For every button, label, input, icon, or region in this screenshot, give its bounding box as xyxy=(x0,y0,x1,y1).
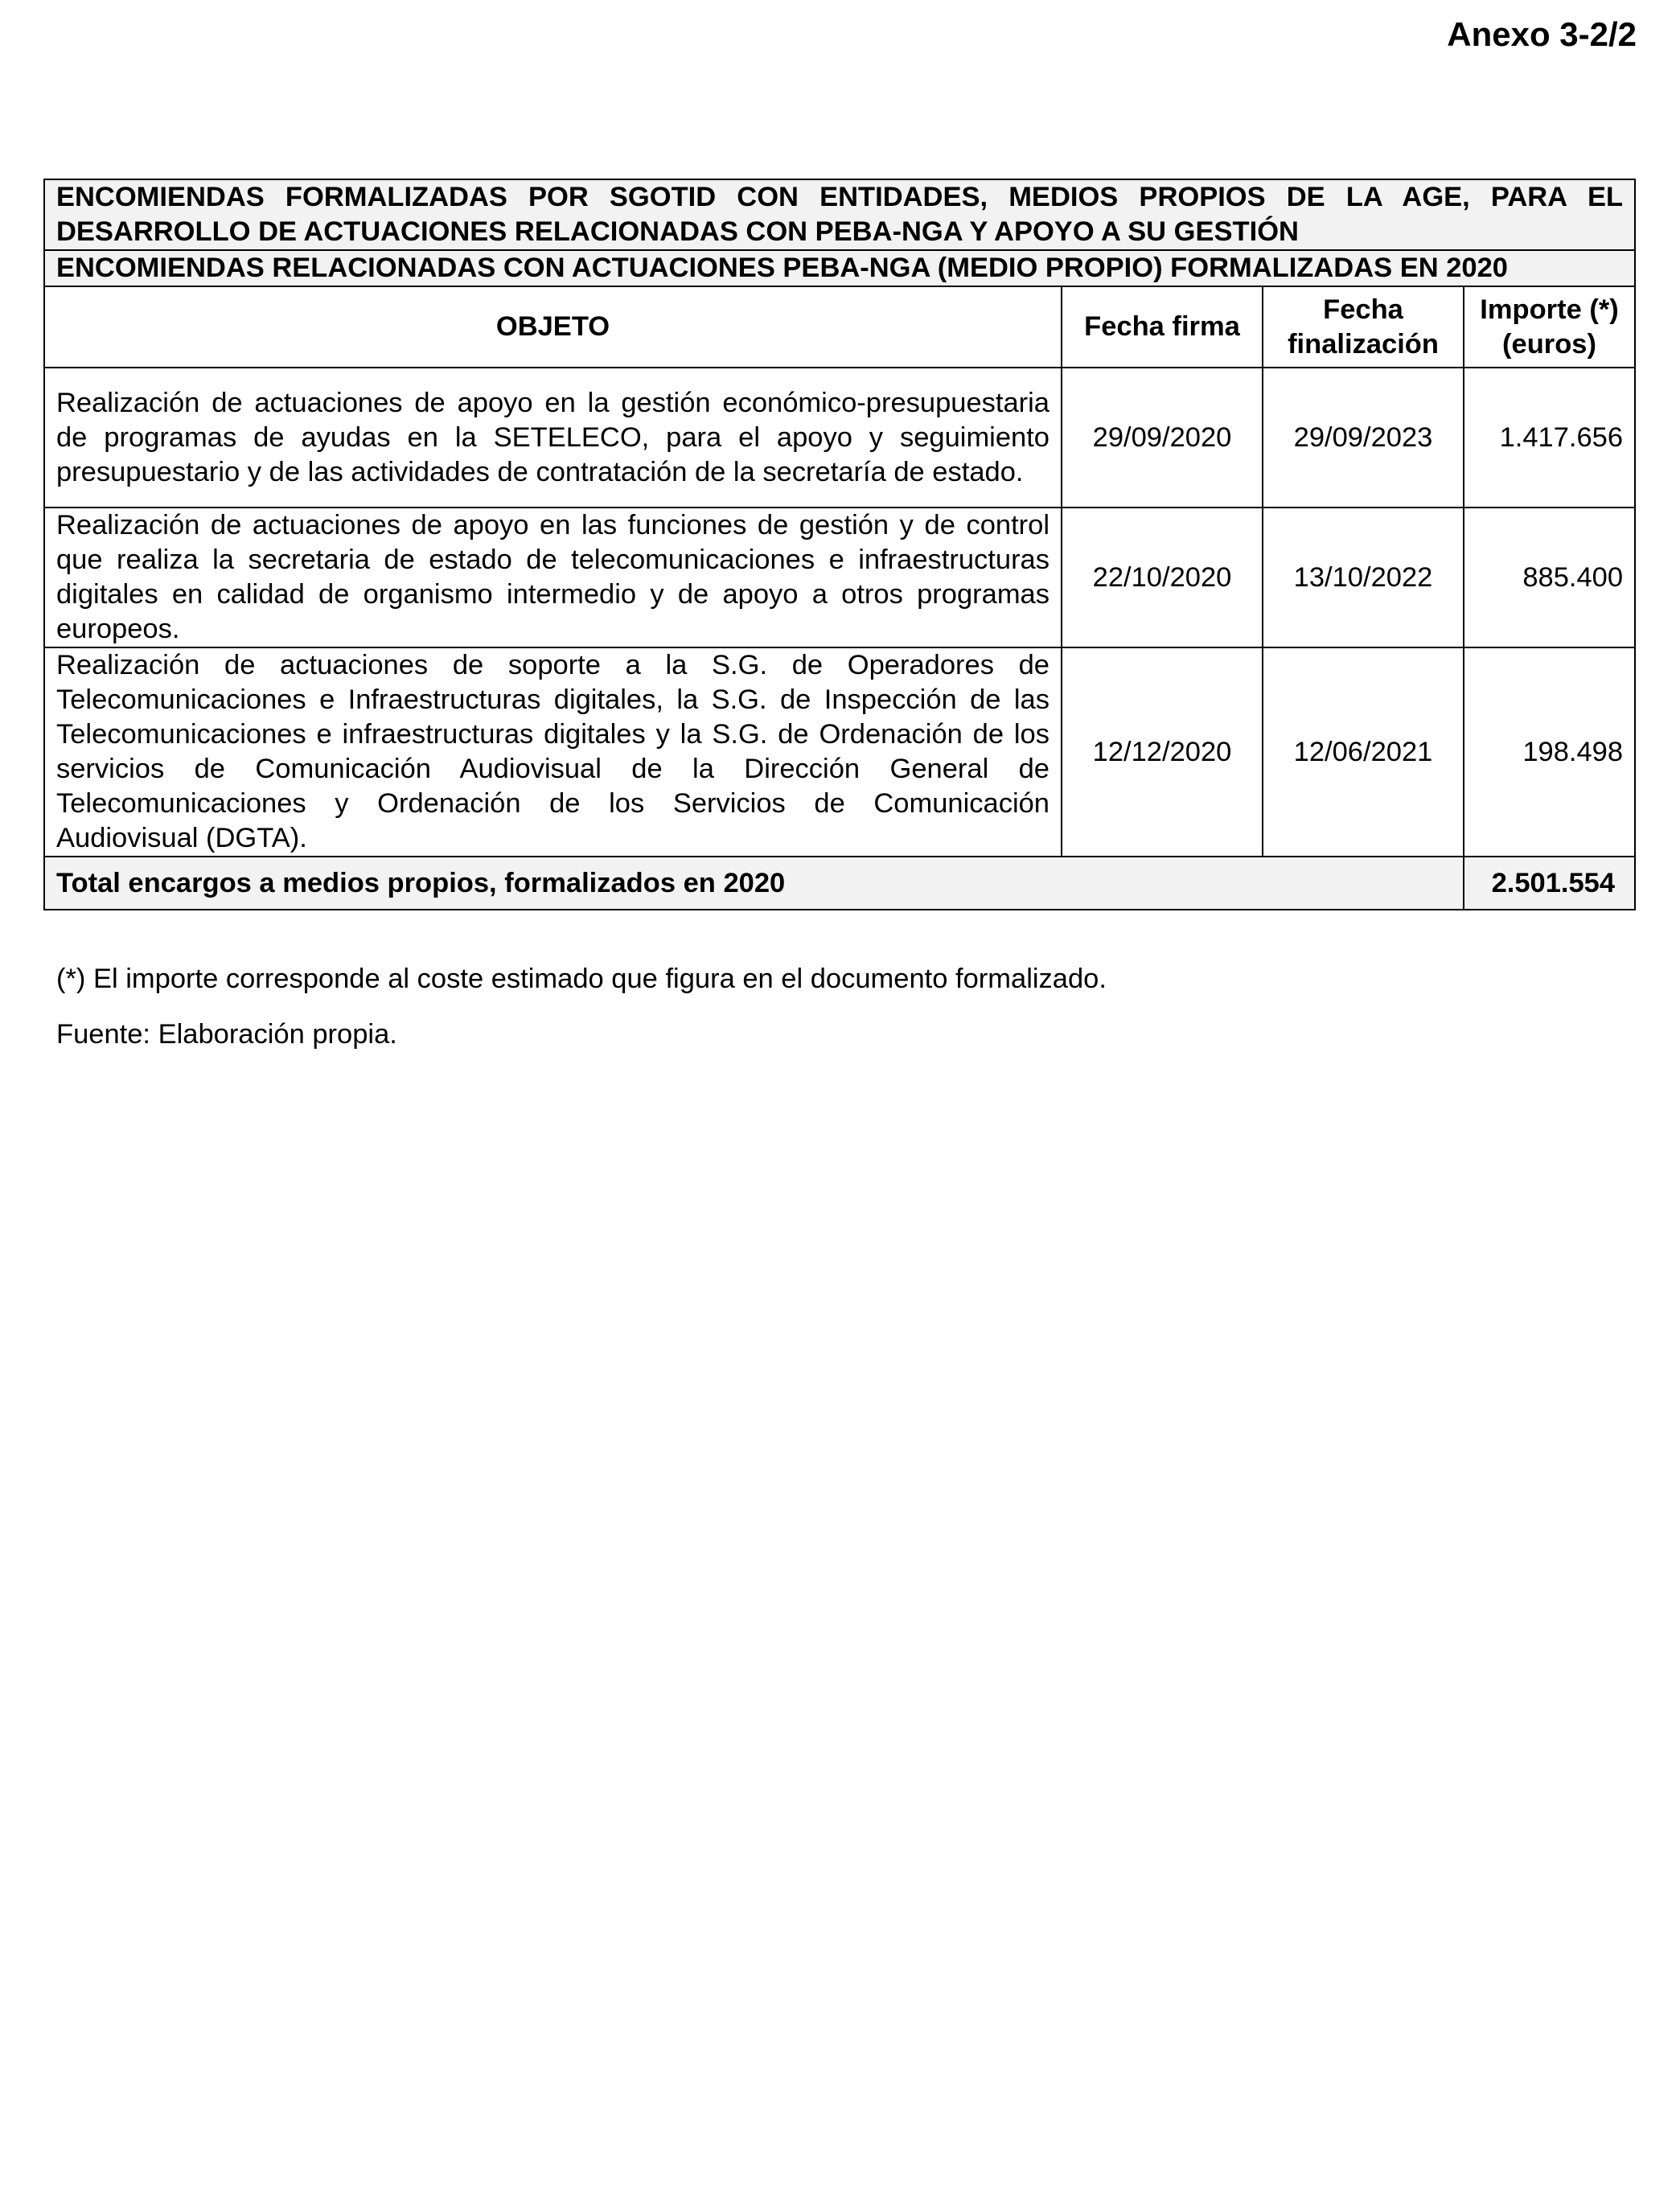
row-fecha-finalizacion: 13/10/2022 xyxy=(1263,508,1464,647)
row-fecha-firma: 29/09/2020 xyxy=(1062,368,1263,508)
commissions-table xyxy=(43,179,1636,910)
row-objeto: Realización de actuaciones de apoyo en la gestión económico-presupuestaria de programas de ayudas en la SETELECO, para el apoyo y seguimiento presupuestario y de las actividades de contratación de la secretaría de estado. xyxy=(44,368,1062,508)
header-fecha-finalizacion: Fecha finalización xyxy=(1263,286,1464,368)
total-value: 2.501.554 xyxy=(1464,857,1635,910)
row-fecha-finalizacion: 29/09/2023 xyxy=(1263,368,1464,508)
table-subtitle: ENCOMIENDAS RELACIONADAS CON ACTUACIONES PEBA-NGA (MEDIO PROPIO) FORMALIZADAS EN 2020 xyxy=(44,250,1635,286)
row-fecha-firma: 12/12/2020 xyxy=(1062,647,1263,857)
row-fecha-finalizacion: 12/06/2021 xyxy=(1263,647,1464,857)
total-label: Total encargos a medios propios, formalizados en 2020 xyxy=(44,857,1464,910)
row-fecha-firma: 22/10/2020 xyxy=(1062,508,1263,647)
table-title: ENCOMIENDAS FORMALIZADAS POR SGOTID CON ENTIDADES, MEDIOS PROPIOS DE LA AGE, PARA EL DESARROLLO DE ACTUACIONES RELACIONADAS CON PEBA-NGA Y APOYO A SU GESTIÓN xyxy=(44,179,1635,250)
header-objeto: OBJETO xyxy=(44,286,1062,368)
table-row xyxy=(44,647,1635,857)
table-row xyxy=(44,508,1635,647)
source-note: Fuente: Elaboración propia. xyxy=(56,1019,397,1050)
header-importe: Importe (*) (euros) xyxy=(1464,286,1635,368)
total-row xyxy=(44,857,1635,910)
table-subtitle-row xyxy=(44,250,1635,286)
row-objeto: Realización de actuaciones de soporte a la S.G. de Operadores de Telecomunicaciones e Infraestructuras digitales, la S.G. de Inspección de las Telecomunicaciones e infraestructuras digitales y la S.G. de Ordenación de los servicios de Comunicación Audiovisual de la Dirección General de Telecomunicaciones y Ordenación de los Servicios de Comunicación Audiovisual (DGTA). xyxy=(44,647,1062,857)
table-header-row xyxy=(44,286,1635,368)
table-row xyxy=(44,368,1635,508)
header-fecha-firma: Fecha firma xyxy=(1062,286,1263,368)
row-objeto: Realización de actuaciones de apoyo en las funciones de gestión y de control que realiza la secretaria de estado de telecomunicaciones e infraestructuras digitales en calidad de organismo intermedio y de apoyo a otros programas europeos. xyxy=(44,508,1062,647)
table-title-row xyxy=(44,179,1635,250)
footnote: (*) El importe corresponde al coste estimado que figura en el documento formalizado. xyxy=(56,964,1107,994)
row-importe: 198.498 xyxy=(1464,647,1635,857)
annex-label: Anexo 3-2/2 xyxy=(1447,15,1637,53)
row-importe: 1.417.656 xyxy=(1464,368,1635,508)
row-importe: 885.400 xyxy=(1464,508,1635,647)
